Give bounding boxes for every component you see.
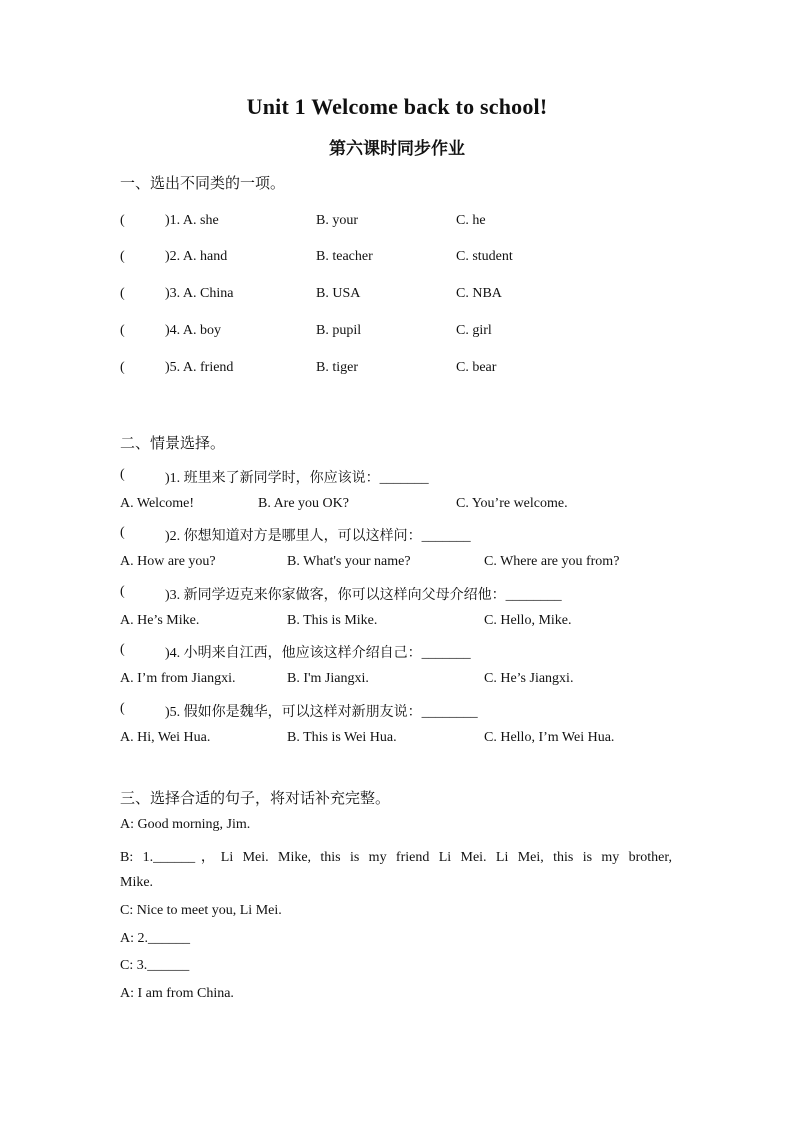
answer-paren: ( <box>120 467 125 482</box>
answer-paren: ( <box>120 213 125 228</box>
answer-paren: ( <box>120 323 125 338</box>
option-b: B. This is Mike. <box>287 613 378 628</box>
page-subtitle: 第六课时同步作业 <box>329 139 465 158</box>
option-c: C. Where are you from? <box>484 554 620 569</box>
option-b: B. I'm Jiangxi. <box>287 671 369 686</box>
item-option-c: C. NBA <box>456 286 502 301</box>
answer-paren: ( <box>120 701 125 716</box>
dialogue-line-4: A: 2.______ <box>120 931 190 946</box>
option-a: A. He’s Mike. <box>120 613 200 628</box>
section2-options-3 <box>120 613 680 633</box>
item-option-c: C. student <box>456 249 513 264</box>
question-text: )2. 你想知道对方是哪里人，可以这样问：_______ <box>165 529 471 544</box>
section2-options-5 <box>120 730 680 750</box>
item-option-b: B. your <box>316 213 358 228</box>
section2-question-2 <box>120 525 680 545</box>
option-c: C. Hello, I’m Wei Hua. <box>484 730 615 745</box>
item-option-a: )4. A. boy <box>165 323 221 338</box>
item-option-a: )3. A. China <box>165 286 234 301</box>
answer-paren: ( <box>120 525 125 540</box>
section2-question-1 <box>120 467 680 487</box>
option-c: C. He’s Jiangxi. <box>484 671 574 686</box>
dialogue-line-2: B: 1.______，Li Mei. Mike, this is my friend Li Mei. Li Mei, this is my brother, <box>120 850 672 865</box>
dialogue-line-1: A: Good morning, Jim. <box>120 817 251 832</box>
item-option-b: B. tiger <box>316 360 358 375</box>
question-text: )4. 小明来自江西，他应该这样介绍自己：_______ <box>165 646 471 661</box>
section2-options-1 <box>120 496 680 516</box>
section1-item-2 <box>120 249 680 269</box>
item-option-a: )5. A. friend <box>165 360 234 375</box>
item-option-a: )1. A. she <box>165 213 219 228</box>
dialogue-line-5: C: 3.______ <box>120 958 190 973</box>
section2-question-4 <box>120 642 680 662</box>
option-b: B. This is Wei Hua. <box>287 730 397 745</box>
section2-question-5 <box>120 701 680 721</box>
option-b: B. Are you OK? <box>258 496 349 511</box>
item-option-b: B. pupil <box>316 323 362 338</box>
item-option-c: C. girl <box>456 323 492 338</box>
section1-item-5 <box>120 360 680 380</box>
option-b: B. What's your name? <box>287 554 411 569</box>
item-option-a: )2. A. hand <box>165 249 228 264</box>
option-a: A. Welcome! <box>120 496 195 511</box>
dialogue-line-2-cont: Mike. <box>120 875 154 890</box>
section1-item-3 <box>120 286 680 306</box>
item-option-b: B. USA <box>316 286 361 301</box>
answer-paren: ( <box>120 249 125 264</box>
section2-options-2 <box>120 554 680 574</box>
section1-item-1 <box>120 213 680 233</box>
section2-options-4 <box>120 671 680 691</box>
question-text: )3. 新同学迈克来你家做客，你可以这样向父母介绍他：________ <box>165 588 562 603</box>
option-a: A. How are you? <box>120 554 216 569</box>
item-option-c: C. bear <box>456 360 497 375</box>
option-a: A. I’m from Jiangxi. <box>120 671 236 686</box>
section3-heading: 三、选择合适的句子，将对话补充完整。 <box>120 791 391 807</box>
answer-paren: ( <box>120 584 125 599</box>
section1-item-4 <box>120 323 680 343</box>
answer-paren: ( <box>120 360 125 375</box>
section2-question-3 <box>120 584 680 604</box>
option-a: A. Hi, Wei Hua. <box>120 730 211 745</box>
answer-paren: ( <box>120 642 125 657</box>
dialogue-line-6: A: I am from China. <box>120 986 234 1001</box>
option-c: C. Hello, Mike. <box>484 613 572 628</box>
section2-heading: 二、情景选择。 <box>120 436 226 452</box>
answer-paren: ( <box>120 286 125 301</box>
section1-heading: 一、选出不同类的一项。 <box>120 176 286 192</box>
item-option-c: C. he <box>456 213 486 228</box>
dialogue-line-3: C: Nice to meet you, Li Mei. <box>120 903 282 918</box>
item-option-b: B. teacher <box>316 249 373 264</box>
page-title: Unit 1 Welcome back to school! <box>246 94 548 119</box>
question-text: )5. 假如你是魏华，可以这样对新朋友说：________ <box>165 705 478 720</box>
option-c: C. You’re welcome. <box>456 496 568 511</box>
question-text: )1. 班里来了新同学时，你应该说：_______ <box>165 471 429 486</box>
